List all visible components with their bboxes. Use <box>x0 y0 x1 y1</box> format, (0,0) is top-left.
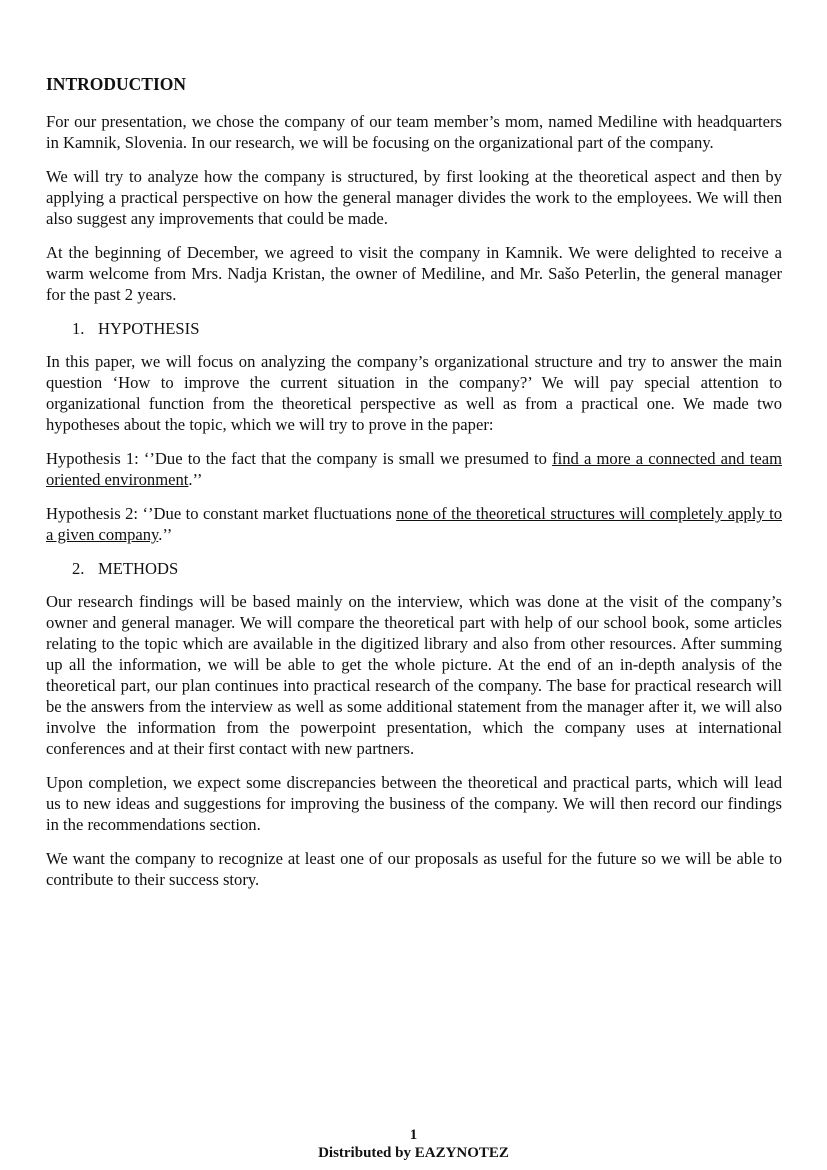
section-heading-hypothesis <box>46 318 782 339</box>
distributed-by-footer: Distributed by EAZYNOTEZ <box>318 1145 509 1161</box>
hypothesis-1-prefix: Hypothesis 1: ‘’Due to the fact that the company is small we presumed to <box>46 449 553 468</box>
hypothesis-1 <box>46 448 782 490</box>
hypothesis-2-suffix: .’’ <box>158 525 173 544</box>
section-number: 2. <box>72 559 85 578</box>
page-title: INTRODUCTION <box>46 74 187 94</box>
methods-paragraph-2: Upon completion, we expect some discrepancies between the theoretical and practical parts, which will lead us to new ideas and suggestions for improving the business of the company. We will then record our findings in the recommendations section. <box>46 773 782 834</box>
section-number: 1. <box>72 319 85 338</box>
intro-paragraph-1: For our presentation, we chose the company of our team member’s mom, named Mediline with headquarters in Kamnik, Slovenia. In our research, we will be focusing on the organizational part of the company. <box>46 112 782 152</box>
section-title: HYPOTHESIS <box>98 319 200 338</box>
section-heading-methods <box>46 558 782 579</box>
hypothesis-2 <box>46 503 782 545</box>
intro-paragraph-3: At the beginning of December, we agreed to visit the company in Kamnik. We were delighted to receive a warm welcome from Mrs. Nadja Kristan, the owner of Mediline, and Mr. Sašo Peterlin, the general manager for the past 2 years. <box>46 243 782 304</box>
page-number: 1 <box>409 1127 418 1143</box>
hypothesis-1-suffix: .’’ <box>188 470 203 489</box>
methods-paragraph-3: We want the company to recognize at least one of our proposals as useful for the future so we will be able to contribute to their success story. <box>46 849 782 889</box>
hypothesis-1-underlined: find a more a connected and team oriented environment <box>46 449 782 489</box>
hypothesis-2-prefix: Hypothesis 2: ‘’Due to constant market fluctuations <box>46 504 397 523</box>
intro-paragraph-2: We will try to analyze how the company is structured, by first looking at the theoretical aspect and then by applying a practical perspective on how the general manager divides the work to the employees. We will then also suggest any improvements that could be made. <box>46 167 782 228</box>
document-body <box>46 74 782 903</box>
section-title: METHODS <box>98 559 179 578</box>
methods-paragraph-1: Our research findings will be based mainly on the interview, which was done at the visit of the company’s owner and general manager. We will compare the theoretical part with help of our school book, some articles relating to the topic which are available in the digitized library and also from other resources. After summing up all the information, we will be able to get the whole picture. At the end of an in-depth analysis of the theoretical part, our plan continues into practical research of the company. The base for practical research will be the answers from the interview as well as some additional statement from the manager after it, we will also involve the information from the powerpoint presentation, which the company uses at international conferences and at their first contact with new partners. <box>46 592 782 758</box>
hypothesis-2-underlined: none of the theoretical structures will completely apply to a given company <box>46 504 782 544</box>
hypothesis-paragraph: In this paper, we will focus on analyzing the company’s organizational structure and try to answer the main question ‘How to improve the current situation in the company?’ We will pay special attention to organizational function from the theoretical perspective as well as from a practical one. We made two hypotheses about the topic, which we will try to prove in the paper: <box>46 352 782 434</box>
